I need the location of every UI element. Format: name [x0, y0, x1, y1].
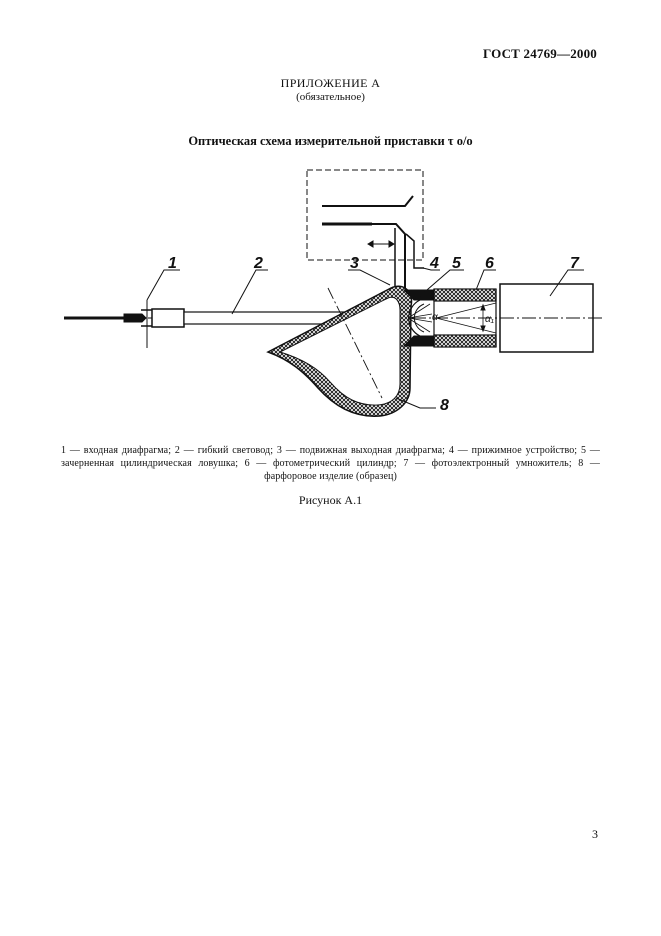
callout-3: 3	[350, 255, 359, 272]
figure-title: Оптическая схема измерительной приставки τ о/о	[188, 134, 473, 148]
callout-7: 7	[570, 255, 579, 272]
figure-label: Рисунок А.1	[298, 493, 363, 507]
appendix-title: ПРИЛОЖЕНИЕ А	[280, 76, 381, 90]
callout-8: 8	[440, 397, 449, 414]
angle-alpha-label: α	[432, 312, 438, 323]
appendix-heading	[0, 76, 661, 104]
angle-alpha1-label: α₁	[485, 314, 494, 325]
figure-caption: 1 — входная диафрагма; 2 — гибкий световод; 3 — подвижная выходная диафрагма; 4 — прижимное устройство; 5 — зачерненная цилиндрическая ловушка; 6 — фотометрический цилиндр; 7 — фотоэлектронный умножитель; 8 — фарфоровое изделие (образец)	[61, 445, 600, 482]
input-diaphragm	[124, 300, 153, 348]
callout-4: 4	[430, 255, 439, 272]
optical-scheme-diagram	[0, 160, 661, 440]
callout-6: 6	[485, 255, 494, 272]
callout-5: 5	[452, 255, 461, 272]
callout-2: 2	[254, 255, 263, 272]
page-number: 3	[592, 827, 598, 841]
movable-diaphragm-mechanism	[322, 196, 424, 302]
porcelain-sample	[268, 286, 412, 416]
callout-1: 1	[168, 255, 177, 272]
appendix-status: (обязательное)	[296, 91, 365, 103]
standard-code: ГОСТ 24769—2000	[482, 46, 597, 61]
